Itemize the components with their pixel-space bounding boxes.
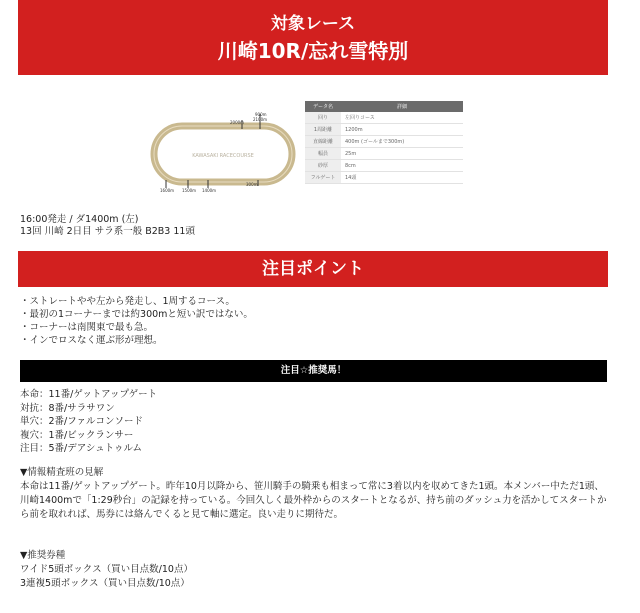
table-value: 左回りコース	[341, 112, 463, 124]
picks-list	[20, 388, 157, 456]
marker-1600m: 1600m	[160, 188, 175, 192]
table-key: フルゲート	[305, 172, 341, 184]
marker-2100m: 2100m	[253, 117, 268, 122]
table-row	[305, 124, 463, 136]
table-row	[305, 172, 463, 184]
course-info-table	[305, 101, 463, 184]
tickets-section	[20, 549, 193, 591]
table-value: 1200m	[341, 124, 463, 136]
table-value: 400m (ゴールまで300m)	[341, 136, 463, 148]
race-time-distance: 16:00発走 / ダ1400m (左)	[20, 214, 139, 225]
marker-300m: 300m	[246, 182, 258, 187]
table-header: 詳細	[341, 101, 463, 112]
table-key: 幅員	[305, 148, 341, 160]
points-title: 注目ポイント	[262, 259, 364, 279]
points-list	[20, 295, 253, 347]
table-key: 砂厚	[305, 160, 341, 172]
marker-1400m: 1400m	[202, 188, 217, 192]
list-item: ・インでロスなく運ぶ形が理想。	[20, 335, 163, 346]
ticket-item: 3連複5頭ボックス（買い目点数/10点）	[20, 578, 190, 589]
pick-chumoku: 注目：5番/デアシュトゥルム	[20, 443, 143, 454]
marker-2000m: 2000m	[230, 120, 245, 125]
table-row	[305, 136, 463, 148]
analysis-text: 本命は11番/ゲットアップゲート。昨年10月以降から、笹川騎手の騎乗も相まって常に3着以内を収めてきた1頭。本メンバー中ただ1頭、川崎1400mで「1:29秒台」の記録を持っている。今回久しく最外枠からのスタートとなるが、持ち前のダッシュ力を活かしてスタートから前を取れれば、馬券には絡んでくると見て軸に選定。良い走りに期待だ。	[20, 481, 607, 520]
table-key: 直線距離	[305, 136, 341, 148]
table-row	[305, 112, 463, 124]
list-item: ・コーナーは南関東で最も急。	[20, 322, 154, 333]
pick-fukuana: 複穴：1番/ビックランサー	[20, 429, 134, 441]
table-value: 14頭	[341, 172, 463, 184]
ticket-item: ワイド5頭ボックス（買い目点数/10点）	[20, 564, 193, 575]
recommend-bar: 注目☆推奨馬！	[20, 360, 607, 382]
table-header-row	[305, 101, 463, 112]
pick-taikou: 対抗：8番/サラサワン	[20, 402, 115, 414]
tickets-heading: ▼推奨券種	[20, 550, 66, 561]
race-meeting: 13回 川崎 2日目 サラ系一般 B2B3 11頭	[20, 226, 195, 237]
course-map	[150, 110, 298, 192]
course-label: KAWASAKI RACECOURSE	[192, 153, 254, 159]
header-banner	[18, 0, 608, 75]
table-row	[305, 148, 463, 160]
race-name: 川崎10R/忘れ雪特別	[217, 39, 409, 63]
analysis-heading: ▼情報精査班の見解	[20, 467, 104, 478]
list-item: ・ストレートやや左から発走し、1周するコース。	[20, 296, 235, 307]
table-key: 回り	[305, 112, 341, 124]
points-banner	[18, 251, 608, 287]
table-value: 8cm	[341, 160, 463, 172]
header-title: 対象レース	[270, 14, 356, 34]
pick-honmei: 本命：11番/ゲットアップゲート	[20, 389, 158, 400]
list-item: ・最初の1コーナーまでは約300mと短い訳ではない。	[20, 309, 253, 320]
marker-900m: 900m	[255, 112, 267, 117]
marker-1500m: 1500m	[182, 188, 197, 192]
analysis-section	[20, 466, 610, 522]
table-key: 1周距離	[305, 124, 341, 136]
table-row	[305, 160, 463, 172]
race-info	[20, 214, 195, 238]
pick-tanana: 単穴：2番/ファルコンソード	[20, 416, 144, 427]
table-value: 25m	[341, 148, 463, 160]
table-header: データ名	[305, 101, 341, 112]
